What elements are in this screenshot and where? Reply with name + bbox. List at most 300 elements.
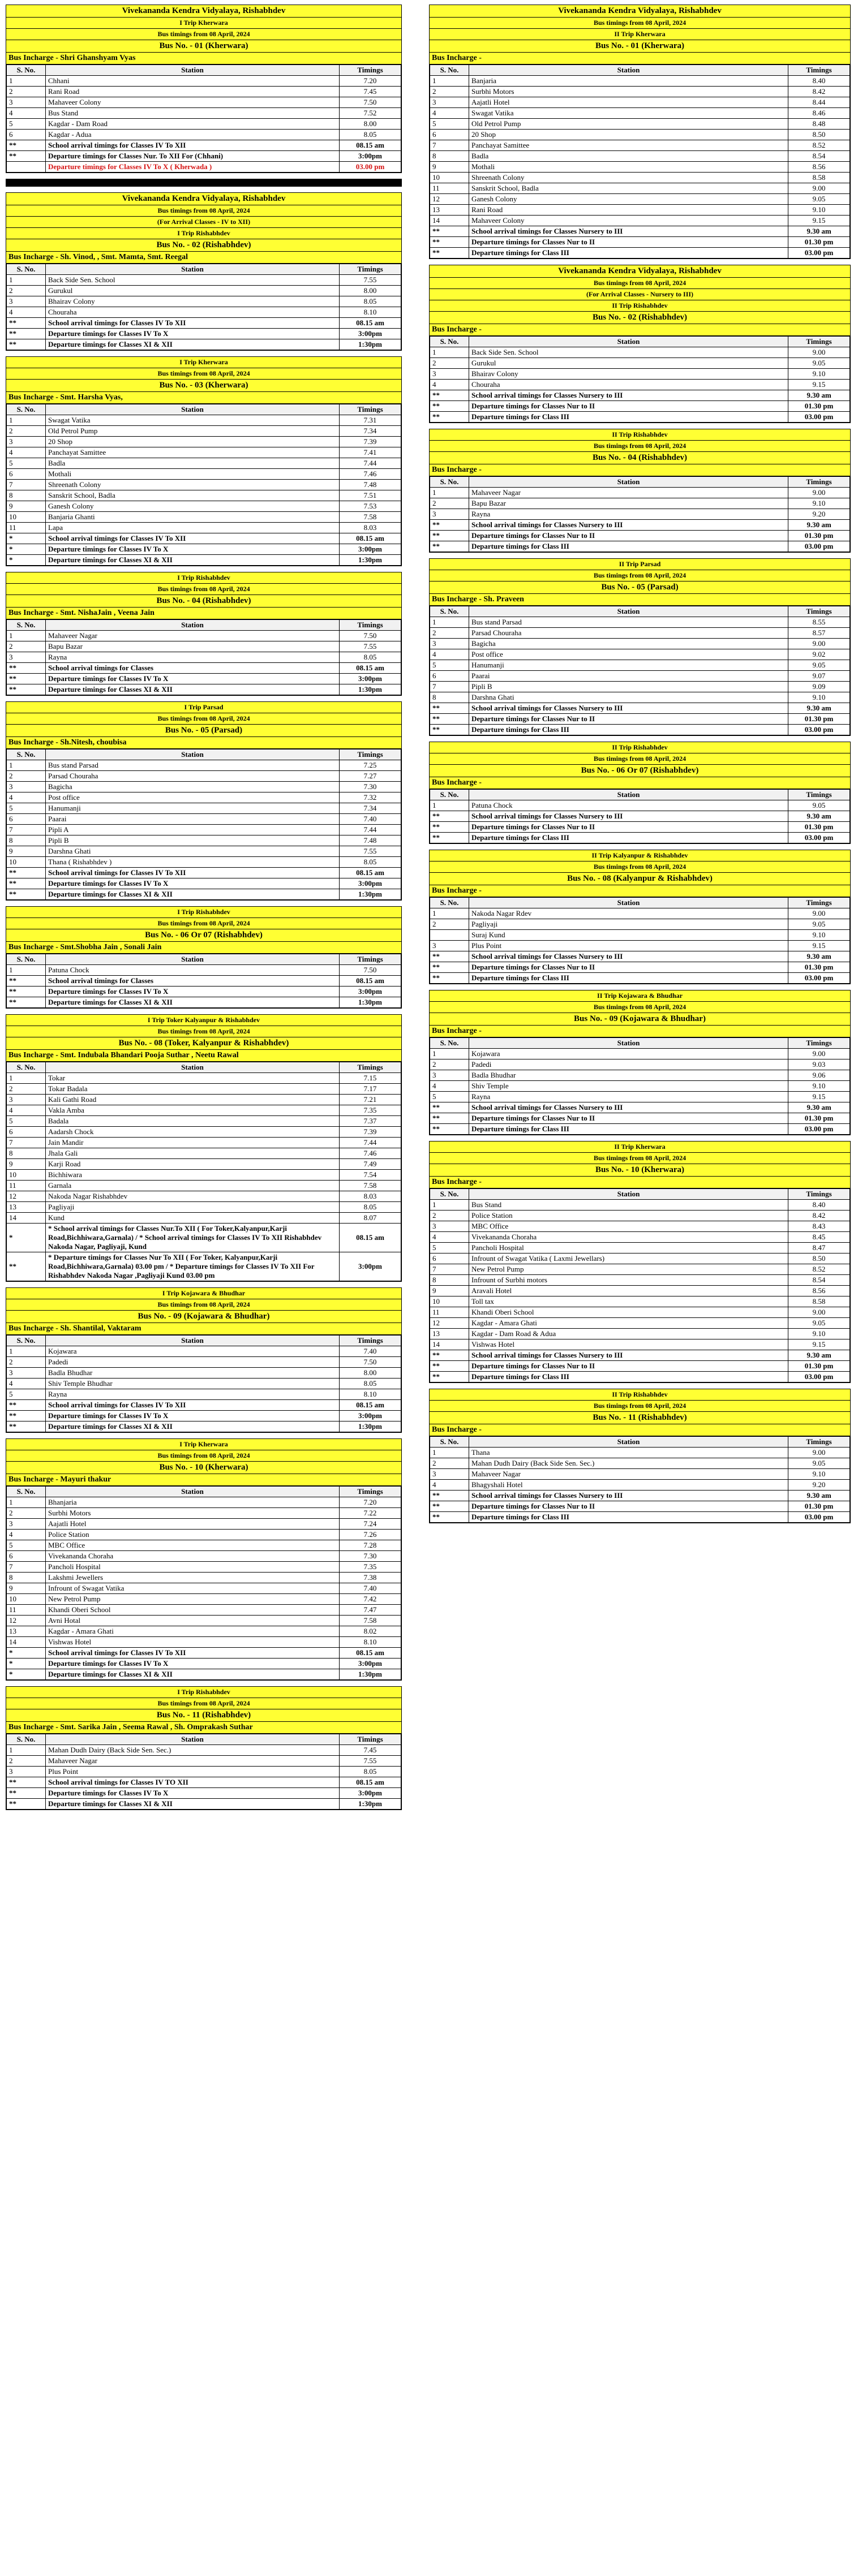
timing: 7.25 [340, 760, 401, 771]
serial-no: 4 [430, 108, 469, 119]
summary-time: 08.15 am [340, 663, 401, 674]
station-name: Kagdar - Dam Road & Adua [469, 1329, 788, 1339]
timing: 7.55 [340, 275, 401, 286]
serial-no: 10 [430, 1296, 469, 1307]
timing: 7.20 [340, 1497, 401, 1508]
timing: 7.58 [340, 1616, 401, 1626]
serial-no: 11 [430, 183, 469, 194]
table-row [430, 509, 850, 520]
bus-timetable [429, 990, 851, 1135]
table-row [430, 628, 850, 639]
timing: 8.03 [340, 1191, 401, 1202]
summary-time: 3:00pm [340, 1411, 401, 1421]
summary-mark: ** [430, 401, 469, 412]
table-row [7, 523, 401, 533]
summary-mark: ** [7, 976, 46, 987]
station-name: New Petrol Pump [46, 1594, 340, 1605]
station-name: Badla [46, 458, 340, 469]
column-header: Timings [788, 477, 850, 488]
summary-row [430, 412, 850, 423]
table-row [7, 1389, 401, 1400]
summary-label: School arrival timings for Classes Nursery to III [469, 951, 788, 962]
timetable-header-line: Bus No. - 11 (Rishabhdev) [430, 1412, 850, 1424]
stops-table [430, 336, 850, 423]
summary-row [430, 531, 850, 541]
table-row [430, 76, 850, 87]
timetable-header-line: Bus timings from 08 April, 2024 [6, 368, 401, 380]
timing: 8.52 [788, 140, 850, 151]
table-row [430, 183, 850, 194]
timing: 7.39 [340, 1127, 401, 1138]
timing: 9.03 [788, 1059, 850, 1070]
serial-no: 6 [7, 1551, 46, 1562]
timing: 8.46 [788, 108, 850, 119]
summary-mark: ** [7, 339, 46, 350]
summary-mark: ** [7, 1252, 46, 1281]
timing: 7.40 [340, 1346, 401, 1357]
summary-mark: ** [7, 1799, 46, 1810]
station-name: Swagat Vatika [469, 108, 788, 119]
summary-time: 08.15 am [340, 1224, 401, 1252]
serial-no: 1 [430, 488, 469, 498]
serial-no: 12 [7, 1616, 46, 1626]
table-row [7, 1573, 401, 1583]
serial-no: 6 [430, 671, 469, 682]
table-row [430, 930, 850, 941]
serial-no: 2 [430, 1059, 469, 1070]
bus-timetable [429, 1389, 851, 1523]
summary-mark: ** [7, 889, 46, 900]
summary-label: Departure timings for Classes Nur to II [469, 237, 788, 248]
serial-no: 8 [7, 1148, 46, 1159]
timing: 8.54 [788, 1275, 850, 1286]
summary-mark: ** [7, 1411, 46, 1421]
serial-no: 4 [430, 1480, 469, 1491]
table-row [430, 1469, 850, 1480]
timing: 8.47 [788, 1243, 850, 1253]
table-row [7, 1530, 401, 1540]
timing: 9.00 [788, 1448, 850, 1458]
timing: 9.00 [788, 1049, 850, 1059]
summary-row [7, 889, 401, 900]
timing: 8.56 [788, 162, 850, 173]
serial-no: 3 [7, 782, 46, 792]
timing: 8.50 [788, 1253, 850, 1264]
summary-mark: ** [7, 329, 46, 339]
summary-time: 9.30 am [788, 1350, 850, 1361]
summary-time: 08.15 am [340, 976, 401, 987]
timing: 9.06 [788, 1070, 850, 1081]
serial-no: 3 [7, 1095, 46, 1105]
serial-no: 1 [7, 1745, 46, 1756]
column-header: Station [469, 477, 788, 488]
column-header: Timings [788, 65, 850, 76]
summary-label: Departure timings for Classes Nur to II [469, 714, 788, 725]
summary-time: 3:00pm [340, 987, 401, 997]
summary-mark: ** [430, 237, 469, 248]
summary-label: Departure timings for Classes Nur to II [469, 1501, 788, 1512]
timetable-header-line: Bus timings from 08 April, 2024 [6, 205, 401, 217]
timing: 7.53 [340, 501, 401, 512]
summary-label: Departure timings for Classes IV To X ( Kherwada ) [46, 162, 340, 173]
station-name: Chouraha [46, 307, 340, 318]
timetable-header-line: Bus No. - 11 (Rishabhdev) [6, 1709, 401, 1722]
summary-row [430, 833, 850, 843]
bus-timetable [6, 356, 402, 566]
summary-label: Departure timings for Classes IV To X [46, 1411, 340, 1421]
column-header: Station [469, 606, 788, 617]
serial-no: 4 [7, 307, 46, 318]
serial-no: 5 [7, 119, 46, 130]
station-name: Panchayat Samittee [469, 140, 788, 151]
serial-no: 9 [430, 1286, 469, 1296]
serial-no: 2 [7, 286, 46, 296]
table-header-row [7, 1487, 401, 1497]
timing: 8.00 [340, 119, 401, 130]
timing: 8.54 [788, 151, 850, 162]
timetable-header-line: Vivekananda Kendra Vidyalaya, Rishabhdev [6, 193, 401, 205]
column-header: Timings [788, 1189, 850, 1200]
timetable-header-line: Bus No. - 09 (Kojawara & Bhudhar) [430, 1013, 850, 1026]
table-row [7, 437, 401, 447]
column-header: Timings [340, 620, 401, 631]
timing: 7.47 [340, 1605, 401, 1616]
serial-no: 10 [7, 512, 46, 523]
serial-no: 2 [7, 87, 46, 97]
summary-time: 3:00pm [340, 151, 401, 162]
summary-mark: ** [430, 1350, 469, 1361]
column-header: Timings [788, 1437, 850, 1448]
stops-table [6, 1062, 401, 1281]
summary-row [430, 248, 850, 259]
summary-row [430, 703, 850, 714]
table-row [7, 1116, 401, 1127]
summary-mark: ** [430, 973, 469, 984]
timetable-header-line: Vivekananda Kendra Vidyalaya, Rishabhdev [430, 265, 850, 278]
table-row [7, 1181, 401, 1191]
summary-time: 1:30pm [340, 684, 401, 695]
serial-no: 8 [430, 151, 469, 162]
timetable-header-line: Bus timings from 08 April, 2024 [430, 18, 850, 29]
timing: 7.50 [340, 1357, 401, 1368]
summary-label: School arrival timings for Classes Nursery to III [469, 226, 788, 237]
timing: 7.32 [340, 792, 401, 803]
bus-timetable [429, 850, 851, 984]
serial-no: 9 [7, 1583, 46, 1594]
summary-mark: ** [430, 725, 469, 735]
table-row [7, 792, 401, 803]
table-row [430, 205, 850, 216]
summary-row [430, 520, 850, 531]
summary-row [7, 868, 401, 878]
timing: 7.34 [340, 803, 401, 814]
timing: 8.57 [788, 628, 850, 639]
serial-no: 1 [7, 1073, 46, 1084]
summary-mark: ** [430, 962, 469, 973]
timing: 7.55 [340, 641, 401, 652]
summary-mark: ** [430, 390, 469, 401]
summary-row [7, 1799, 401, 1810]
station-name: Suraj Kund [469, 930, 788, 941]
summary-row [7, 151, 401, 162]
station-name: Bhairav Colony [46, 296, 340, 307]
summary-row [7, 318, 401, 329]
serial-no: 13 [430, 205, 469, 216]
station-name: Infrount of Swagat Vatika [46, 1583, 340, 1594]
table-row [7, 652, 401, 663]
bus-incharge: Bus Incharge - Shri Ghanshyam Vyas [6, 53, 401, 64]
summary-mark: ** [7, 1421, 46, 1432]
timing: 7.39 [340, 437, 401, 447]
summary-label: School arrival timings for Classes Nursery to III [469, 811, 788, 822]
summary-time: 01.30 pm [788, 1113, 850, 1124]
summary-label: School arrival timings for Classes Nursery to III [469, 1350, 788, 1361]
timetable-header-line: II Trip Rishabhdev [430, 300, 850, 312]
column-header: S. No. [430, 606, 469, 617]
timing: 8.10 [340, 1389, 401, 1400]
table-row [430, 119, 850, 130]
timetable-header-line: Bus timings from 08 April, 2024 [430, 278, 850, 289]
serial-no: 9 [430, 162, 469, 173]
summary-row [430, 822, 850, 833]
summary-row [430, 1361, 850, 1372]
bus-incharge: Bus Incharge - Mayuri thakur [6, 1474, 401, 1486]
station-name: Parsad Chouraha [469, 628, 788, 639]
table-row [430, 130, 850, 140]
station-name: Police Station [469, 1211, 788, 1221]
table-row [430, 1329, 850, 1339]
table-header-row [7, 65, 401, 76]
column-header: Station [469, 1189, 788, 1200]
station-name: Kagdar - Amara Ghati [469, 1318, 788, 1329]
timing: 9.10 [788, 930, 850, 941]
table-row [7, 1148, 401, 1159]
table-header-row [430, 790, 850, 800]
table-row [430, 1092, 850, 1102]
summary-time: 03.00 pm [788, 1512, 850, 1523]
station-name: Parsad Chouraha [46, 771, 340, 782]
summary-label: Departure timings for Class III [469, 541, 788, 552]
summary-time: 03.00 pm [788, 833, 850, 843]
timing: 7.50 [340, 965, 401, 976]
summary-row [7, 663, 401, 674]
station-name: Surbhi Motors [46, 1508, 340, 1519]
column-header: S. No. [430, 337, 469, 347]
summary-time: 3:00pm [340, 1252, 401, 1281]
station-name: New Petrol Pump [469, 1264, 788, 1275]
table-row [7, 857, 401, 868]
station-name: Post office [469, 649, 788, 660]
serial-no: 2 [7, 1508, 46, 1519]
table-row [430, 1211, 850, 1221]
table-row [7, 1159, 401, 1170]
table-row [7, 119, 401, 130]
serial-no: 8 [430, 1275, 469, 1286]
serial-no: 3 [7, 1519, 46, 1530]
summary-label: School arrival timings for Classes Nursery to III [469, 703, 788, 714]
station-name: Padedi [46, 1357, 340, 1368]
stops-table [6, 1734, 401, 1810]
summary-mark: * [7, 1669, 46, 1680]
summary-row [430, 401, 850, 412]
table-header-row [430, 65, 850, 76]
timetable-header-line: I Trip Parsad [6, 702, 401, 713]
serial-no: 2 [7, 1756, 46, 1767]
timetable-header-line: II Trip Kherwara [430, 1141, 850, 1153]
serial-no: 1 [430, 76, 469, 87]
summary-row [7, 1411, 401, 1421]
summary-time: 3:00pm [340, 878, 401, 889]
table-row [430, 800, 850, 811]
serial-no: 11 [7, 1605, 46, 1616]
table-row [430, 108, 850, 119]
summary-label: Departure timings for Classes Nur to II [469, 1113, 788, 1124]
station-name: Shreenath Colony [469, 173, 788, 183]
table-row [7, 307, 401, 318]
summary-row [430, 951, 850, 962]
timetable-header-line: II Trip Kojawara & Bhudhar [430, 990, 850, 1002]
table-row [7, 108, 401, 119]
timing: 7.40 [340, 1583, 401, 1594]
timing: 7.27 [340, 771, 401, 782]
station-name: Vivekananda Choraha [46, 1551, 340, 1562]
timetable-header-line: Bus timings from 08 April, 2024 [430, 861, 850, 873]
timetable-header-line: Bus No. - 08 (Kalyanpur & Rishabhdev) [430, 873, 850, 885]
summary-mark: ** [7, 318, 46, 329]
summary-row [7, 1777, 401, 1788]
serial-no: 14 [430, 216, 469, 226]
table-row [7, 130, 401, 140]
bus-incharge: Bus Incharge - [430, 1026, 850, 1037]
serial-no: 9 [7, 846, 46, 857]
timing: 7.31 [340, 415, 401, 426]
table-row [430, 488, 850, 498]
summary-label: Departure timings for Classes IV To X [46, 878, 340, 889]
bus-timetable [429, 742, 851, 844]
bus-incharge: Bus Incharge - Smt. Harsha Vyas, [6, 392, 401, 404]
station-name: Kali Gathi Road [46, 1095, 340, 1105]
summary-mark: ** [430, 531, 469, 541]
summary-label: School arrival timings for Classes Nursery to III [469, 1102, 788, 1113]
station-name: Shiv Temple Bhudhar [46, 1379, 340, 1389]
station-name: Mahaveer Colony [46, 97, 340, 108]
table-row [430, 151, 850, 162]
timing: 9.00 [788, 639, 850, 649]
timing: 8.05 [340, 1202, 401, 1213]
bus-timetable [429, 1141, 851, 1383]
serial-no: 8 [7, 490, 46, 501]
timetable-header-line: Bus timings from 08 April, 2024 [6, 29, 401, 40]
timetable-header-line: Bus No. - 02 (Rishabhdev) [430, 312, 850, 324]
summary-time: 9.30 am [788, 951, 850, 962]
table-row [430, 97, 850, 108]
table-row [7, 1357, 401, 1368]
station-name: Pipli B [469, 682, 788, 692]
station-name: Rayna [469, 509, 788, 520]
column-header: Station [46, 1487, 340, 1497]
station-name: Darshna Ghati [46, 846, 340, 857]
station-name: Aadarsh Chock [46, 1127, 340, 1138]
table-row [430, 1264, 850, 1275]
table-row [7, 1583, 401, 1594]
summary-mark: ** [430, 520, 469, 531]
timetable-header-line: II Trip Kalyanpur & Rishabhdev [430, 850, 850, 861]
station-name: Bichhiwara [46, 1170, 340, 1181]
summary-mark: ** [430, 1113, 469, 1124]
table-row [7, 771, 401, 782]
summary-row [7, 684, 401, 695]
station-name: Mahaveer Colony [469, 216, 788, 226]
serial-no: 2 [7, 1357, 46, 1368]
timetable-header-line: Bus No. - 05 (Parsad) [6, 725, 401, 737]
bus-timetable [429, 558, 851, 736]
timing: 9.00 [788, 488, 850, 498]
station-name: Thana ( Rishabhdev ) [46, 857, 340, 868]
summary-mark: ** [430, 1501, 469, 1512]
station-name: Khandi Oberi School [46, 1605, 340, 1616]
spacer [6, 187, 402, 192]
summary-row [430, 1501, 850, 1512]
serial-no: 2 [430, 919, 469, 930]
table-row [7, 1756, 401, 1767]
table-row [7, 1508, 401, 1519]
timing: 9.05 [788, 1318, 850, 1329]
timing: 7.26 [340, 1530, 401, 1540]
summary-mark: ** [430, 541, 469, 552]
timing: 7.42 [340, 1594, 401, 1605]
summary-row [7, 1648, 401, 1659]
summary-label: Departure timings for Class III [469, 833, 788, 843]
timing: 8.43 [788, 1221, 850, 1232]
serial-no: 11 [7, 523, 46, 533]
bus-timetable [429, 265, 851, 423]
column-header: Station [469, 790, 788, 800]
serial-no: 13 [7, 1626, 46, 1637]
column-header: S. No. [7, 749, 46, 760]
summary-row [430, 714, 850, 725]
serial-no: 6 [7, 130, 46, 140]
station-name: Pipli A [46, 825, 340, 835]
table-row [430, 649, 850, 660]
table-row [7, 76, 401, 87]
timetable-header-line: Bus No. - 03 (Kherwara) [6, 380, 401, 392]
timing: 7.22 [340, 1508, 401, 1519]
summary-time: 08.15 am [340, 1648, 401, 1659]
serial-no: 2 [430, 1211, 469, 1221]
table-row [430, 358, 850, 369]
timetable-header-line: I Trip Kherwara [6, 1439, 401, 1450]
timing: 9.00 [788, 1307, 850, 1318]
serial-no: 2 [7, 771, 46, 782]
timing: 7.30 [340, 1551, 401, 1562]
timing: 9.05 [788, 919, 850, 930]
bus-timetable [429, 5, 851, 259]
timetable-header-line: Bus timings from 08 April, 2024 [430, 1153, 850, 1164]
summary-row [7, 544, 401, 555]
serial-no: 3 [430, 369, 469, 380]
serial-no: 7 [7, 480, 46, 490]
table-row [7, 458, 401, 469]
table-row [7, 286, 401, 296]
table-header-row [7, 1336, 401, 1346]
timetable-header-line: (For Arrival Classes - IV to XII) [6, 217, 401, 228]
column-header: Timings [340, 264, 401, 275]
serial-no: 1 [430, 1049, 469, 1059]
table-row [430, 617, 850, 628]
table-row [7, 782, 401, 792]
column-header: Timings [788, 337, 850, 347]
timing: 8.00 [340, 286, 401, 296]
